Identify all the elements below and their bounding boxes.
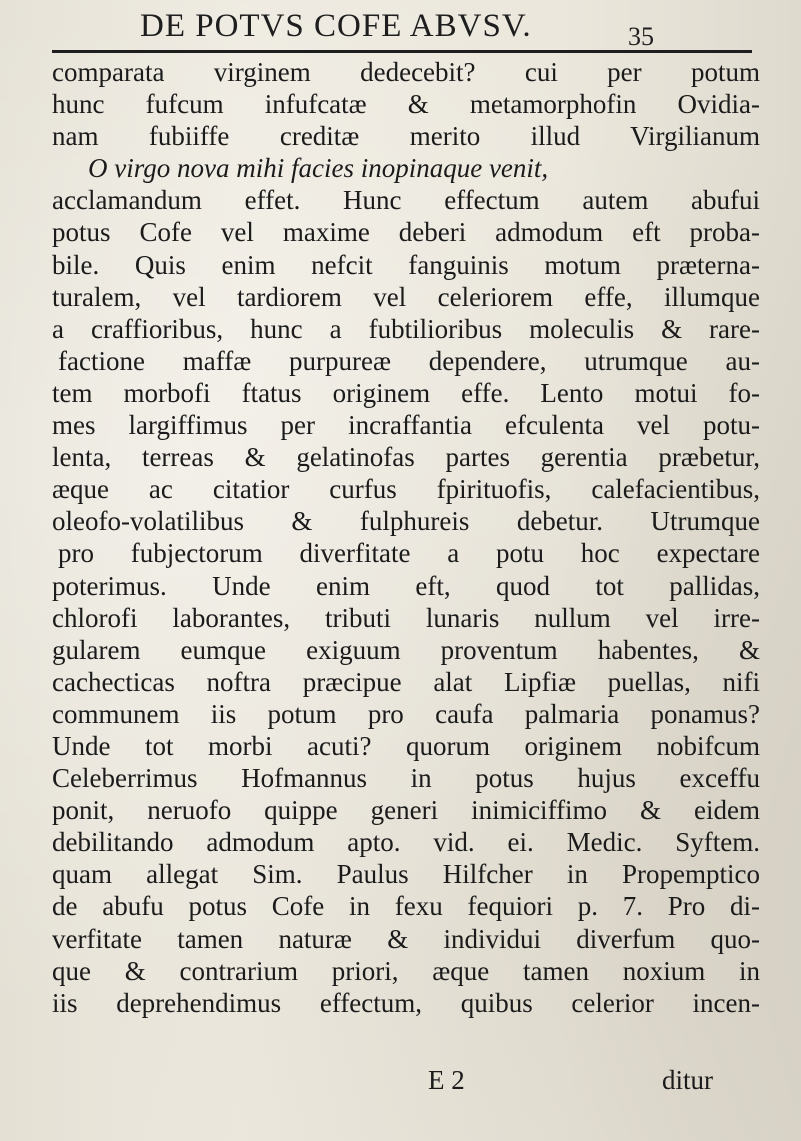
text-line: communem iis potum pro caufa palmaria ponamus?: [52, 698, 760, 729]
signature-mark: E 2: [428, 1065, 465, 1095]
text-line: verfitate tamen naturæ & individui diverfum quo-: [52, 923, 760, 954]
text-line: a craffioribus, hunc a fubtilioribus moleculis & rare-: [52, 313, 760, 344]
text-line: æque ac citatior curfus fpirituofis, calefacientibus,: [52, 474, 760, 505]
text-line: debilitando admodum apto. vid. ei. Medic. Syftem.: [52, 827, 760, 858]
text-line: tem morbofi ftatus originem effe. Lento motui fo-: [52, 377, 760, 408]
text-line: bile. Quis enim nefcit fanguinis motum præterna-: [52, 249, 760, 280]
body-text: [52, 56, 760, 1019]
text-line: pro fubjectorum diverfitate a potu hoc expectare: [58, 538, 760, 569]
text-line: que & contrarium priori, æque tamen noxium in: [52, 955, 760, 986]
page-header: [140, 8, 660, 51]
text-line: iis deprehendimus effectum, quibus celerior incen-: [52, 987, 760, 1018]
text-line: comparata virginem dedecebit? cui per potum: [52, 57, 760, 87]
text-line: Unde tot morbi acuti? quorum originem nobifcum: [52, 730, 760, 761]
page-number: 35: [628, 22, 654, 51]
text-line: cachecticas noftra præcipue alat Lipfiæ puellas, nifi: [52, 666, 760, 697]
text-line: turalem, vel tardiorem vel celeriorem effe, illumque: [52, 281, 760, 312]
catchword: ditur: [662, 1065, 713, 1095]
text-line: factione maffæ purpureæ dependere, utrumque au-: [58, 345, 760, 376]
text-line: mes largiffimus per incraffantia efculenta vel potu-: [52, 410, 760, 441]
text-line: de abufu potus Cofe in fexu fequiori p. 7. Pro di-: [52, 891, 760, 922]
text-line: lenta, terreas & gelatinofas partes gerentia præbetur,: [52, 442, 760, 473]
text-line: Celeberrimus Hofmannus in potus hujus exceffu: [52, 763, 760, 794]
text-line: acclamandum effet. Hunc effectum autem abufui: [52, 185, 760, 216]
text-line: chlorofi laborantes, tributi lunaris nullum vel irre-: [52, 602, 760, 633]
text-line: potus Cofe vel maxime deberi admodum eft proba-: [52, 217, 760, 248]
running-title: DE POTVS COFE ABVSV.: [140, 8, 532, 44]
text-line: poterimus. Unde enim eft, quod tot pallidas,: [52, 570, 760, 601]
text-line: quam allegat Sim. Paulus Hilfcher in Propemptico: [52, 859, 760, 890]
text-line: oleofo-volatilibus & fulphureis debetur. Utrumque: [52, 506, 760, 537]
text-line: gularem eumque exiguum proventum habentes, &: [52, 634, 760, 665]
text-line: ponit, neruofo quippe generi inimiciffimo & eidem: [52, 795, 760, 826]
text-line: nam fubiiffe creditæ merito illud Virgilianum: [52, 121, 760, 152]
verse-quotation: O virgo nova mihi facies inopinaque venit,: [88, 153, 549, 184]
text-line: hunc fufcum infufcatæ & metamorphofin Ovidia-: [52, 89, 760, 120]
header-rule: [52, 50, 752, 53]
